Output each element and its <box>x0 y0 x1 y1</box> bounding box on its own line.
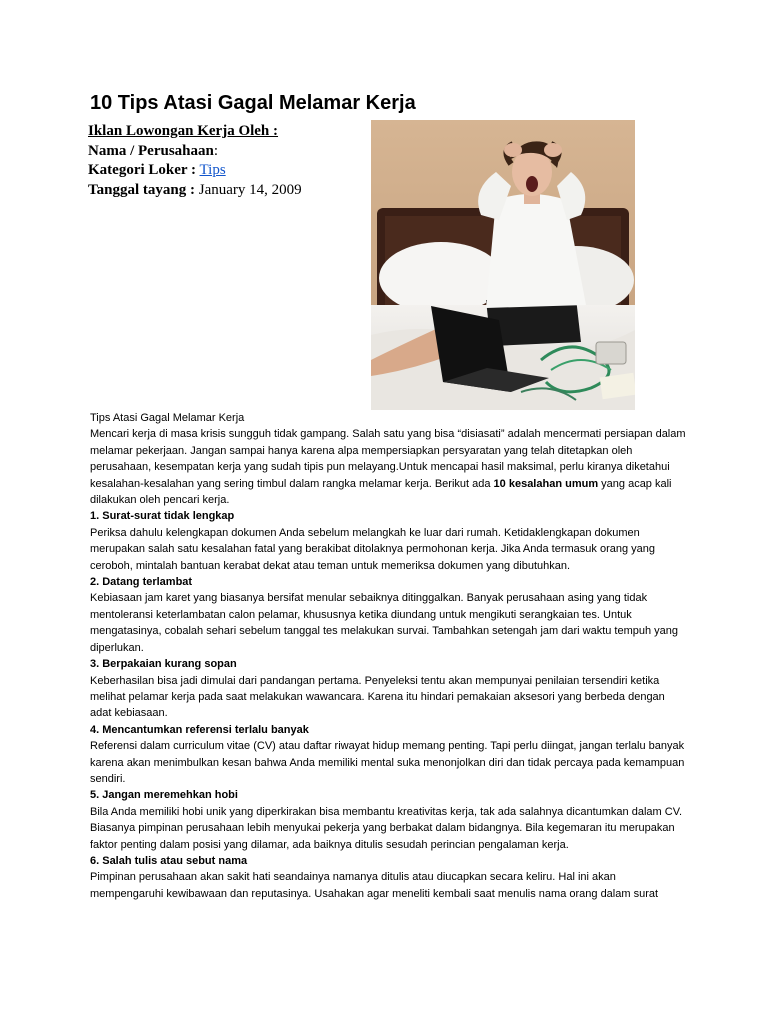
nama-label: Nama / Perusahaan <box>88 142 214 159</box>
tip-6-text: Pimpinan perusahaan akan sakit hati seandainya namanya ditulis atau diucapkan secara keliru. Hal ini akan mempengaruhi kewibawaan dan reputasinya. Usahakan agar meneliti kembali saat menulis nama orang dalam surat <box>90 871 659 900</box>
tip-3-text: Keberhasilan bisa jadi dimulai dari pandangan pertama. Penyeleksi tentu akan mempunyai penilaian tersendiri ketika melihat pelamar kerja pada saat melakukan wawancara. Karena itu hindari pemakaian aksesori yang berbeda dengan adat kebiasaan. <box>90 674 665 720</box>
tip-5-heading: 5. Jangan meremehkan hobi <box>90 789 238 802</box>
tip-4-text: Referensi dalam curriculum vitae (CV) atau daftar riwayat hidup memang penting. Tapi perlu diingat, jangan terlalu banyak karena akan menimbulkan kesan bahwa Anda memiliki mental suka menonjolkan diri dan tidak percaya pada kemampuan sendiri. <box>90 740 685 785</box>
tanggal-value: January 14, 2009 <box>198 181 302 198</box>
tip-1-text: Periksa dahulu kelengkapan dokumen Anda sebelum melangkah ke luar dari rumah. Ketidaklengkapan dokumen merupakan salah satu kesalahan fatal yang berakibat ditolaknya permohonan kerja. Jika Anda termasuk orang yang ceroboh, mintalah bantuan kerabat dekat atau teman untuk memeriksa dokumen yang dibutuhkan. <box>90 526 656 572</box>
article-photo <box>371 120 635 410</box>
kategori-label: Kategori Loker : <box>88 162 197 178</box>
tip-2-heading: 2. Datang terlambat <box>90 576 193 589</box>
kategori-link[interactable]: Tips <box>199 162 226 178</box>
intro-bold: 10 kesalahan umum <box>493 477 599 490</box>
tip-3-heading: 3. Berpakaian kurang sopan <box>90 658 237 671</box>
iklan-label: Iklan Lowongan Kerja Oleh : <box>88 123 279 139</box>
article-subtitle: Tips Atasi Gagal Melamar Kerja <box>90 412 245 424</box>
tip-2-text: Kebiasaan jam karet yang biasanya bersifat menular sebaiknya ditinggalkan. Banyak perusahaan asing yang tidak mentoleransi keterlambatan calon pelamar, khususnya ketika diundang untuk mengikuti serangkaian tes. Untuk mengatasinya, cobalah sehari sebelum tanggal tes melakukan survai. Tambahkan setengah jam dari waktu tempuh yang diperlukan. <box>90 592 679 654</box>
page-title: 10 Tips Atasi Gagal Melamar Kerja <box>90 92 416 114</box>
tip-6-heading: 6. Salah tulis atau sebut nama <box>90 854 248 867</box>
tip-1-heading: 1. Surat-surat tidak lengkap <box>90 510 235 523</box>
article-body <box>90 410 686 902</box>
tip-4-heading: 4. Mencantumkan referensi terlalu banyak <box>90 723 309 736</box>
nama-suffix: : <box>213 142 219 159</box>
intro-text-2: yang acap kali dilakukan oleh pencari kerja. <box>90 477 672 507</box>
listing-meta <box>88 122 368 200</box>
tanggal-label: Tanggal tayang : <box>88 181 195 198</box>
article-intro <box>90 426 686 508</box>
intro-text-1: Mencari kerja di masa krisis sungguh tidak gampang. Salah satu yang bisa “disiasati” adalah mencermati persiapan dalam melamar pekerjaan. Jangan sampai hanya karena alpa mempersiapkan persyaratan yang telah ditetapkan oleh perusahaan, kesempatan kerja yang sudah tipis pun melayang.Untuk mencapai hasil maksimal, perlu kiranya diketahui kesalahan-kesalahan yang sering timbul dalam rangka melamar kerja. Berikut ada <box>90 428 686 490</box>
stressed-woman-photo-icon <box>371 120 635 410</box>
tip-5-text: Bila Anda memiliki hobi unik yang diperkirakan bisa membantu kreativitas kerja, tak ada salahnya dicantumkan dalam CV. Biasanya pimpinan perusahaan lebih menyukai pekerja yang berbakat dalam bidangnya. Bila kegemaran itu merupakan faktor penting dalam posisi yang dilamar, ada baiknya ditulis sesudah perincian pengalaman kerja. <box>90 805 683 851</box>
